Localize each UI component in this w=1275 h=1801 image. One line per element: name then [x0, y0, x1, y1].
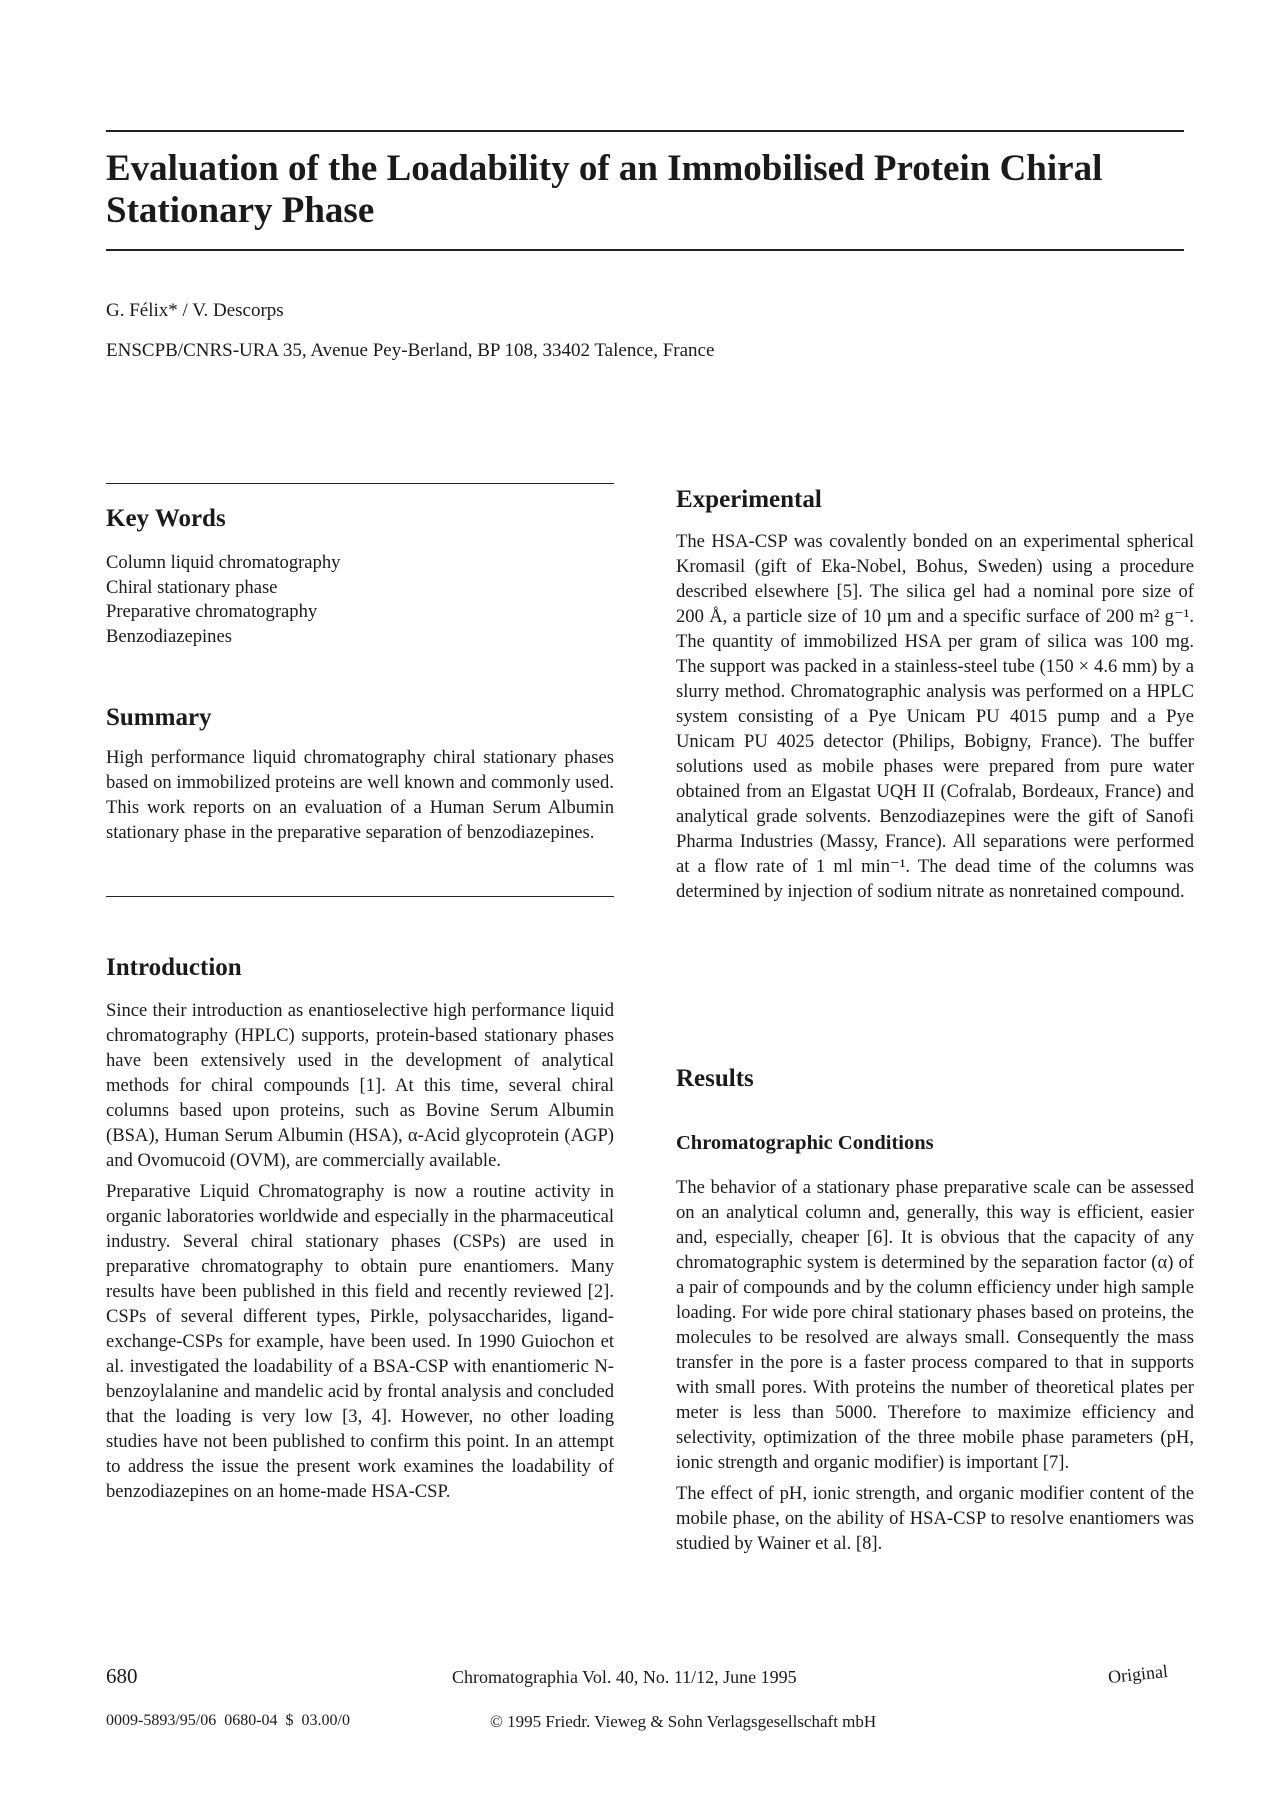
affiliation: ENSCPB/CNRS-URA 35, Avenue Pey-Berland, BP 108, 33402 Talence, France [106, 340, 715, 361]
keywords-list [106, 551, 614, 649]
results-body [676, 1175, 1194, 1562]
paragraph: The behavior of a stationary phase preparative scale can be assessed on an analytical column and, generally, this way is efficient, easier and, especially, cheaper [6]. It is obvious that the capacity of any chromatographic system is determined by the separation factor (α) of a pair of compounds and by the column efficiency under high sample loading. For wide pore chiral stationary phases based on proteins, the molecules to be resolved are always small. Consequently the mass transfer in the pore is a faster process compared to that in supports with small pores. With proteins the number of theoretical plates per meter is less than 5000. Therefore to maximize efficiency and selectivity, optimization of the three mobile phase parameters (pH, ionic strength and organic modifier) is important [7]. [676, 1177, 1194, 1473]
chromatographic-conditions-heading: Chromatographic Conditions [676, 1132, 934, 1154]
paragraph: Since their introduction as enantioselective high performance liquid chromatography (HPLC) supports, protein-based stationary phases have been extensively used in the development of analytical methods for chiral compounds [1]. At this time, several chiral columns based upon proteins, such as Bovine Serum Albumin (BSA), Human Serum Albumin (HSA), α-Acid glycoprotein (AGP) and Ovomucoid (OVM), are commercially available. [106, 1000, 614, 1171]
introduction-heading: Introduction [106, 954, 242, 981]
results-heading: Results [676, 1065, 754, 1092]
keyword: Column liquid chromatography [106, 552, 341, 573]
keyword: Chiral stationary phase [106, 576, 278, 598]
title-top-rule [106, 130, 1184, 132]
issn-line: 0009-5893/95/06 0680-04 $ 03.00/0 [106, 1712, 350, 1729]
keywords-heading: Key Words [106, 505, 226, 532]
summary-text: High performance liquid chromatography chiral stationary phases based on immobilized proteins are well known and commonly used. This work reports on an evaluation of a Human Serum Albumin stationary phase in the preparative separation of benzodiazepines. [106, 747, 614, 843]
experimental-heading: Experimental [676, 486, 822, 513]
keyword: Benzodiazepines [106, 625, 232, 647]
introduction-body [106, 998, 614, 1510]
keyword: Preparative chromatography [106, 601, 318, 622]
summary-heading: Summary [106, 704, 212, 731]
article-type: Original [1107, 1660, 1169, 1688]
article-title: Evaluation of the Loadability of an Immobilised Protein Chiral Stationary Phase [106, 148, 1103, 231]
experimental-text: The HSA-CSP was covalently bonded on an experimental spherical Kromasil (gift of Eka-Nobel, Bohus, Sweden) using a procedure described elsewhere [5]. The silica gel had a nominal pore size of 200 Å, a particle size of 10 µm and a specific surface of 200 m² g⁻¹. The quantity of immobilized HSA per gram of silica was 100 mg. The support was packed in a stainless-steel tube (150 × 4.6 mm) by a slurry method. Chromatographic analysis was performed on a HPLC system consisting of a Pye Unicam PU 4015 pump and a Pye Unicam PU 4025 detector (Philips, Bobigny, France). The buffer solutions used as mobile phases were prepared from pure water obtained from an Elgastat UQH II (Cofralab, Bordeaux, France) and analytical grade solvents. Benzodiazepines were the gift of Sanofi Pharma Industries (Massy, France). All separations were performed at a flow rate of 1 ml min⁻¹. The dead time of the columns was determined by injection of sodium nitrate as nonretained compound. [676, 531, 1194, 902]
authors: G. Félix* / V. Descorps [106, 300, 284, 321]
summary-rule [106, 896, 614, 897]
journal-citation: Chromatographia Vol. 40, No. 11/12, June 1995 [452, 1667, 797, 1687]
copyright: © 1995 Friedr. Vieweg & Sohn Verlagsgesellschaft mbH [490, 1712, 877, 1731]
keywords-rule [106, 483, 614, 484]
page-number: 680 [106, 1664, 138, 1688]
paragraph: The effect of pH, ionic strength, and organic modifier content of the mobile phase, on the ability of HSA-CSP to resolve enantiomers was studied by Wainer et al. [8]. [676, 1483, 1194, 1554]
paragraph: Preparative Liquid Chromatography is now a routine activity in organic laboratories worldwide and especially in the pharmaceutical industry. Several chiral stationary phases (CSPs) are used in preparative chromatography to obtain pure enantiomers. Many results have been published in this field and recently reviewed [2]. CSPs of several different types, Pirkle, polysaccharides, ligand-exchange-CSPs for example, have been used. In 1990 Guiochon et al. investigated the loadability of a BSA-CSP with enantiomeric N-benzoylalanine and mandelic acid by frontal analysis and concluded that the loading is very low [3, 4]. However, no other loading studies have not been published to confirm this point. In an attempt to address the issue the present work examines the loadability of benzodiazepines on an home-made HSA-CSP. [106, 1181, 614, 1502]
title-bottom-rule [106, 249, 1184, 251]
